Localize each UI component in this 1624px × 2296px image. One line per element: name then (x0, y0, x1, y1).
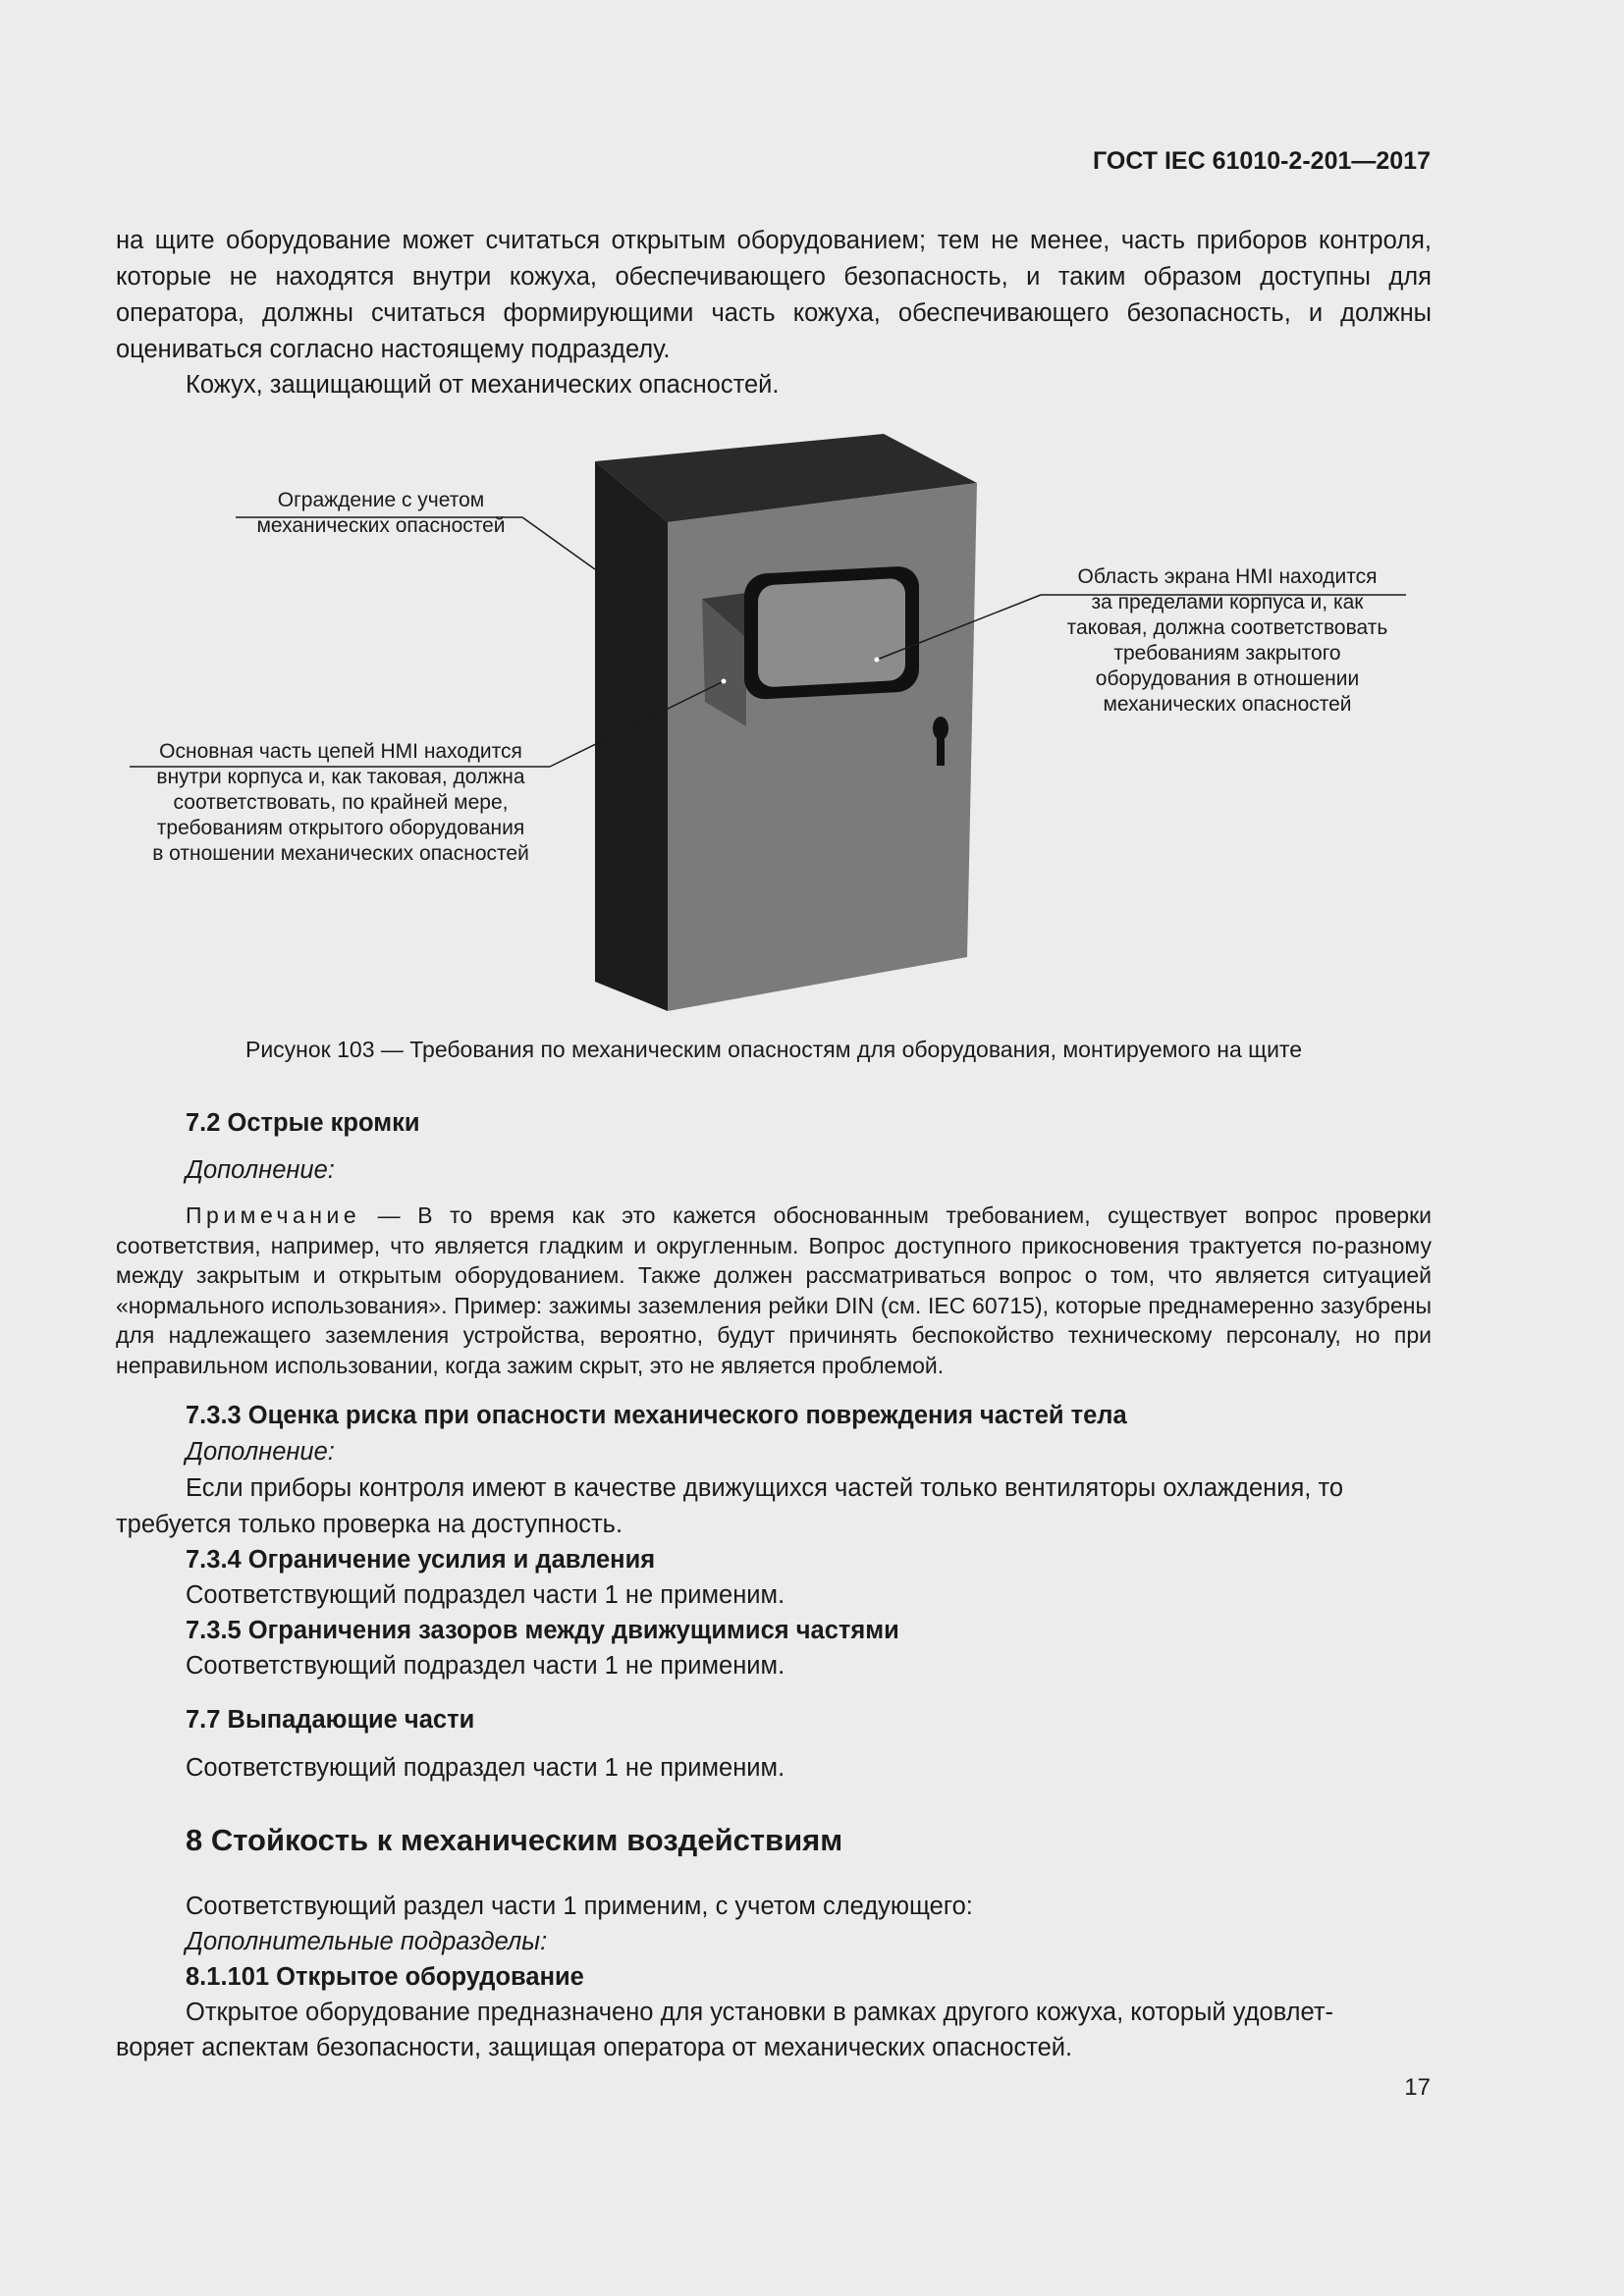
section-7-3-3-title: 7.3.3 Оценка риска при опасности механического повреждения частей тела (186, 1402, 1127, 1429)
label-hmi-screen-line: механических опасностей (1103, 693, 1352, 716)
section-8-title: 8 Стойкость к механическим воздействиям (186, 1823, 843, 1857)
section-7-7-title: 7.7 Выпадающие части (186, 1706, 475, 1734)
section-7-3-4-text: Соответствующий подраздел части 1 не применим. (186, 1581, 785, 1609)
section-8-1-101-title: 8.1.101 Открытое оборудование (186, 1963, 584, 1991)
section-7-2-title: 7.2 Острые кромки (186, 1109, 420, 1137)
label-hmi-circuits-line: внутри корпуса и, как таковая, должна (156, 766, 525, 788)
section-8-1-101-line2: воряет аспектам безопасности, защищая оператора от механических опасностей. (116, 2034, 1073, 2061)
section-7-2-note (116, 1201, 1432, 1380)
section-8-additional: Дополнительные подразделы: (186, 1928, 548, 1955)
section-7-3-3-supplement: Дополнение: (186, 1438, 335, 1466)
figure-caption: Рисунок 103 — Требования по механическим опасностям для оборудования, монтируемого на щите (244, 1037, 1302, 1062)
section-7-3-5-text: Соответствующий подраздел части 1 не применим. (186, 1652, 785, 1680)
label-hmi-circuits-line: соответствовать, по крайней мере, (173, 791, 509, 814)
keyhole-slot (937, 736, 945, 766)
label-hmi-screen (1041, 564, 1414, 718)
label-guard (234, 488, 528, 539)
cabinet-front-face (668, 483, 977, 1011)
label-hmi-circuits (120, 739, 562, 867)
label-hmi-screen-line: оборудования в отношении (1095, 667, 1360, 690)
label-hmi-screen-line: требованиям закрытого (1113, 642, 1341, 665)
label-hmi-circuits-line: в отношении механических опасностей (152, 842, 529, 865)
label-guard-line: Ограждение с учетом (277, 489, 485, 511)
label-hmi-screen-line: Область экрана HMI находится (1077, 565, 1378, 588)
section-7-3-3-line2: требуется только проверка на доступность. (116, 1511, 623, 1538)
intro-paragraph: на щите оборудование может считаться открытым оборудованием; тем не менее, часть приборов контроля, которые не находятся внутри кожуха, обеспечивающего безопасность, и таким образом доступны для оператора, должны считаться формирующими часть кожуха, обеспечивающего безопасность, и должны оцениваться согласно настоящему подразделу. (116, 227, 1432, 363)
section-7-3-5-title: 7.3.5 Ограничения зазоров между движущимися частями (186, 1617, 899, 1644)
label-hmi-circuits-line: требованиям открытого оборудования (156, 817, 525, 839)
label-guard-line: механических опасностей (256, 514, 506, 537)
note-label: Примечание (186, 1202, 361, 1228)
note-text: — В то время как это кажется обоснованным требованием, существует вопрос проверки соответствия, например, что является гладким и округленным. Вопрос доступного прикосновения трактуется по-разному между закрытым и открытым оборудованием. Также должен рассматриваться вопрос о том, что является ситуацией «нормального использования». Пример: зажимы заземления рейки DIN (см. IEC 60715), которые преднамеренно зазубрены для надлежащего заземления устройства, вероятно, будут причинять беспокойство техническому персоналу, но при неправильном использовании, когда зажим скрыт, это не является проблемой. (116, 1202, 1432, 1378)
label-hmi-screen-line: таковая, должна соответствовать (1066, 616, 1388, 639)
section-7-7-text: Соответствующий подраздел части 1 не применим. (186, 1754, 785, 1782)
page-number: 17 (1404, 2074, 1431, 2101)
intro-line: Кожух, защищающий от механических опасностей. (186, 371, 780, 399)
section-7-2-supplement: Дополнение: (186, 1156, 335, 1184)
document-header: ГОСТ IEC 61010-2-201—2017 (1093, 147, 1431, 175)
section-8-1-101-line1: Открытое оборудование предназначено для установки в рамках другого кожуха, который удовлет- (186, 1999, 1334, 2026)
label-hmi-screen-line: за пределами корпуса и, как (1091, 591, 1364, 614)
section-7-3-3-line1: Если приборы контроля имеют в качестве движущихся частей только вентиляторы охлаждения, то (186, 1474, 1344, 1502)
hmi-screen (758, 578, 905, 688)
section-7-3-4-title: 7.3.4 Ограничение усилия и давления (186, 1546, 656, 1574)
cabinet-side-face (595, 461, 668, 1011)
label-hmi-circuits-line: Основная часть цепей HMI находится (159, 740, 522, 763)
section-8-text: Соответствующий раздел части 1 применим, с учетом следующего: (186, 1893, 973, 1920)
